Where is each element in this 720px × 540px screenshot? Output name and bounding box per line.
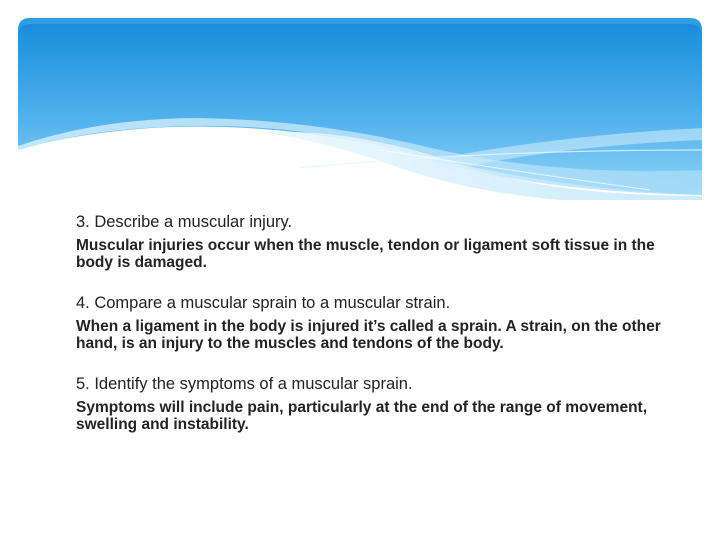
- answer-text: When a ligament in the body is injured it’s called a sprain. A strain, on the other hand, is an injury to the muscles and tendons of the body.: [76, 318, 661, 352]
- answer-text: Symptoms will include pain, particularly at the end of the range of movement, swelling and instability.: [76, 399, 648, 433]
- answer-text: Muscular injuries occur when the muscle, tendon or ligament soft tissue in the body is damaged.: [76, 237, 655, 271]
- qa-item-3: [76, 212, 666, 271]
- qa-item-5: [76, 374, 666, 433]
- question-text: 3. Describe a muscular injury.: [76, 213, 293, 231]
- question-text: 4. Compare a muscular sprain to a muscular strain.: [76, 294, 451, 312]
- header-banner: [0, 0, 720, 200]
- banner-fill: [18, 18, 702, 195]
- slide-body: [76, 212, 666, 455]
- question-text: 5. Identify the symptoms of a muscular sprain.: [76, 375, 413, 393]
- qa-item-4: [76, 293, 666, 352]
